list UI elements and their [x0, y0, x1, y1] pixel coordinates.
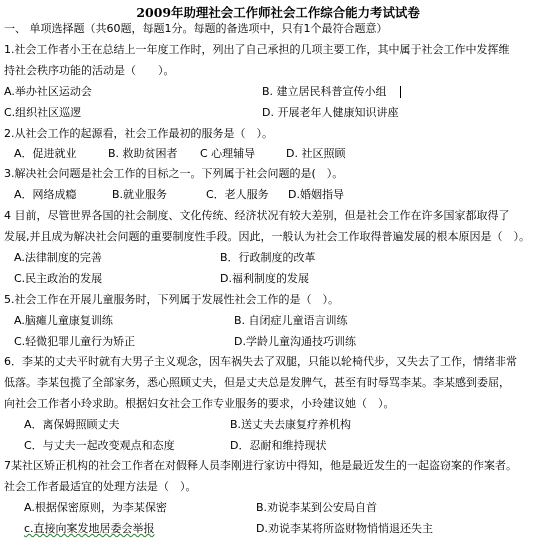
question-6-option-c: C．与丈夫一起改变观点和态度	[24, 439, 175, 452]
question-1-option-a: A.举办社区运动会	[4, 85, 92, 98]
question-7-option-d: D.劝说李某将所盗财物悄悄退还失主	[256, 522, 433, 535]
question-5-option-c: C.轻微犯罪儿童行为矫正	[14, 335, 136, 348]
question-1-stem-line-1: 1.社会工作者小王在总结上一年度工作时，列出了自己承担的几项主要工作，其中属于社会工作中发挥维	[4, 43, 510, 56]
question-4-option-b: B．行政制度的改革	[220, 251, 316, 264]
question-5-stem: 5.社会工作在开展儿童服务时，下列属于发展性社会工作的是（ ）。	[4, 293, 339, 306]
question-1-option-d: D. 开展老年人健康知识讲座	[262, 106, 399, 119]
question-6-stem-line-1: 6．李某的丈夫平时就有大男子主义观念，因车祸失去了双腿，只能以轮椅代步，又失去了工作，情绪非常	[4, 355, 517, 368]
question-2-stem: 2.从社会工作的起源看，社会工作最初的服务是（ ）。	[4, 127, 273, 140]
question-5-option-b: B. 自闭症儿童语言训练	[234, 314, 348, 327]
question-3-stem: 3.解决社会问题是社会工作的目标之一。下列属于社会问题的是( ）。	[4, 167, 344, 180]
question-1-stem-line-2: 持社会秩序功能的活动是（ ）。	[4, 64, 175, 77]
question-1-option-c: C.组织社区巡逻	[4, 106, 82, 119]
question-7-option-a: A.根据保密原则，为李某保密	[24, 501, 167, 514]
question-7-stem-line-1: 7某社区矫正机构的社会工作者在对假释人员李刚进行家访中得知，他是最近发生的一起盗窃案的作案者。	[4, 459, 517, 472]
question-1-option-b: B. 建立居民科普宣传小组	[262, 85, 387, 98]
page-title: 2009年助理社会工作师社会工作综合能力考试试卷	[136, 5, 420, 20]
question-4-option-a: A.法律制度的完善	[14, 251, 102, 264]
question-2-option-a: A．促进就业	[14, 147, 77, 160]
question-7-stem-line-2: 社会工作者最适宜的处理方法是（ ）。	[4, 480, 197, 493]
question-3-option-a: A．网络成瘾	[14, 188, 77, 201]
question-4-stem-line-2: 发展,并且成为解决社会问题的重要制度性手段。因此，一般认为社会工作取得普遍发展的根本原因是（ ）。	[4, 230, 530, 243]
question-4-option-c: C.民主政治的发展	[14, 272, 103, 285]
question-5-option-d: D.学龄儿童沟通技巧训练	[234, 335, 356, 348]
section-heading: 一、 单项选择题（共60题，每题1分。每题的备选项中，只有1个最符合题意）	[4, 22, 388, 35]
question-6-option-a: A．离保姆照顾丈夫	[24, 418, 120, 431]
question-7-option-c: c.直接向案发地居委会举报	[24, 522, 155, 535]
question-6-stem-line-3: 向社会工作者小玲求助。根据妇女社会工作专业服务的要求，小玲建议她（ ）。	[4, 397, 395, 410]
question-2-option-b: B. 救助贫困者	[108, 147, 178, 160]
question-7-option-b: B.劝说李某到公安局自首	[256, 501, 378, 514]
question-4-stem-line-1: 4 目前，尽管世界各国的社会制度、文化传统、经济状况有较大差别，但是社会工作在许多国家都取得了	[4, 209, 510, 222]
question-5-option-a: A.脑瘫儿童康复训练	[14, 314, 113, 327]
question-6-option-d: D．忍耐和维持现状	[230, 439, 327, 452]
text-cursor	[400, 86, 401, 98]
question-4-option-d: D.福利制度的发展	[220, 272, 309, 285]
question-3-option-b: B.就业服务	[112, 188, 168, 201]
question-2-option-c: C 心理辅导	[200, 147, 256, 160]
question-6-option-b: B.送丈夫去康复疗养机构	[230, 418, 352, 431]
question-2-option-d: D. 社区照顾	[286, 147, 346, 160]
question-6-stem-line-2: 低落。李某包揽了全部家务，悉心照顾丈夫，但是丈夫总是发脾气，甚至有时辱骂李某。李某感到委屈，	[4, 376, 510, 389]
question-3-option-c: C．老人服务	[206, 188, 269, 201]
question-3-option-d: D.婚姻指导	[288, 188, 344, 201]
